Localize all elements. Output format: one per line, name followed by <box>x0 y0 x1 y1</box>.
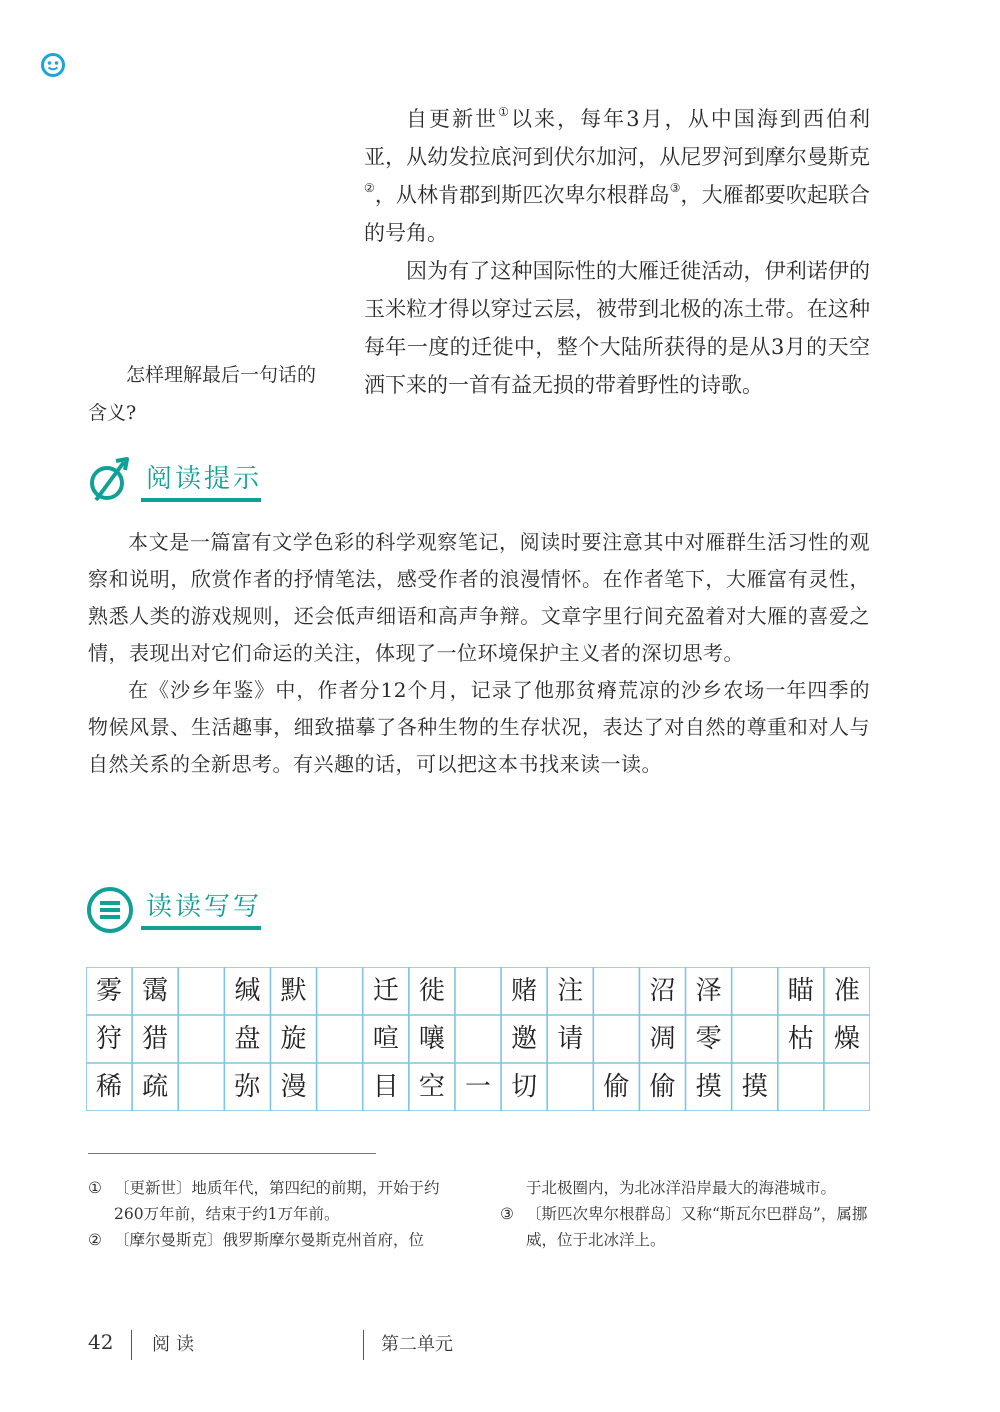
footnote-text: 〔摩尔曼斯克〕俄罗斯摩尔曼斯克州首府，位 <box>114 1231 425 1249</box>
grid-character: 目 <box>372 1072 399 1102</box>
text-run: ，从林肯郡到斯匹次卑尔根群岛 <box>374 183 670 207</box>
grid-character: 弥 <box>234 1072 261 1102</box>
footnote-1 <box>88 1175 462 1227</box>
grid-character: 雾 <box>96 976 123 1006</box>
footnote-divider <box>88 1153 376 1154</box>
text-run: ，大雁都要吹起联合的号角。 <box>364 183 871 245</box>
grid-character: 空 <box>418 1072 445 1102</box>
read-write-title: 读读写写 <box>146 892 263 922</box>
grid-character: 疏 <box>142 1072 169 1102</box>
main-paragraph-1 <box>364 100 870 252</box>
reading-tip-title: 阅读提示 <box>146 464 263 494</box>
grid-character: 摸 <box>695 1072 722 1102</box>
page-number: 42 <box>88 1330 114 1354</box>
grid-character: 准 <box>833 976 860 1006</box>
grid-character: 切 <box>511 1072 538 1102</box>
character-grid <box>86 967 870 1111</box>
side-question-text: 怎样理解最后一句话的含义? <box>88 364 317 424</box>
grid-character: 默 <box>280 976 307 1006</box>
footnote-ref-3[interactable]: ③ <box>669 181 681 195</box>
reading-tip-paragraph-2: 在《沙乡年鉴》中，作者分12个月，记录了他那贫瘠荒凉的沙乡农场一年四季的物候风景、生活趣事，细致描摹了各种生物的生存状况，表达了对自然的尊重和对人与自然关系的全新思考。有兴趣的话，可以把这本书找来读一读。 <box>88 678 870 776</box>
grid-character: 邀 <box>511 1024 538 1054</box>
grid-character: 盘 <box>234 1024 261 1054</box>
smiley-icon <box>40 52 66 78</box>
grid-character: 嚷 <box>418 1024 445 1054</box>
grid-character: 零 <box>695 1024 722 1054</box>
grid-character: 赌 <box>511 976 538 1006</box>
grid-character: 霭 <box>142 976 169 1006</box>
grid-character: 偷 <box>649 1072 676 1102</box>
side-question <box>88 356 320 432</box>
footer-unit: 第二单元 <box>381 1334 453 1355</box>
grid-character: 枯 <box>787 1024 814 1054</box>
grid-character: 徙 <box>418 976 445 1006</box>
read-write-underline <box>141 926 261 930</box>
footnote-ref-2[interactable]: ② <box>364 181 375 195</box>
grid-character: 燥 <box>833 1024 860 1054</box>
footnotes-left <box>88 1175 462 1253</box>
grid-character: 缄 <box>234 976 261 1006</box>
footnote-ref-1[interactable]: ① <box>498 105 511 119</box>
footnote-text: 〔更新世〕地质年代，第四纪的前期，开始于约260万年前，结束于约1万年前。 <box>114 1179 440 1223</box>
reading-tip-paragraph-1: 本文是一篇富有文学色彩的科学观察笔记，阅读时要注意其中对雁群生活习性的观察和说明，欣赏作者的抒情笔法，感受作者的浪漫情怀。在作者笔下，大雁富有灵性，熟悉人类的游戏规则，还会低声细语和高声争辩。文章字里行间充盈着对大雁的喜爱之情，表现出对它们命运的关注，体现了一位环境保护主义者的深切思考。 <box>88 530 870 665</box>
footnote-text: 〔斯匹次卑尔根群岛〕又称“斯瓦尔巴群岛”，属挪威，位于北冰洋上。 <box>526 1205 868 1249</box>
grid-character: 狩 <box>96 1024 123 1054</box>
grid-character: 偷 <box>603 1072 630 1102</box>
grid-character: 瞄 <box>787 976 814 1006</box>
main-paragraph-2: 因为有了这种国际性的大雁迁徙活动，伊利诺伊的玉米粒才得以穿过云层，被带到北极的冻土带。在这种每年一度的迁徙中，整个大陆所获得的是从3月的天空洒下来的一首有益无损的带着野性的诗歌。 <box>364 259 870 397</box>
grid-character: 喧 <box>372 1024 399 1054</box>
reading-tip-underline <box>141 498 261 502</box>
grid-character: 摸 <box>741 1072 768 1102</box>
list-lines-icon <box>86 886 134 934</box>
main-text <box>364 100 870 404</box>
grid-character: 稀 <box>96 1072 123 1102</box>
footnote-2-continued: 于北极圈内，为北冰洋沿岸最大的海港城市。 <box>526 1179 837 1197</box>
footnote-number: ③ <box>500 1205 514 1223</box>
footer-divider <box>363 1330 364 1360</box>
text-run: 以来，每年3月，从中国海到西伯利亚，从幼发拉底河到伏尔加河，从尼罗河到摩尔曼斯克 <box>364 107 870 169</box>
footnote-3 <box>500 1201 872 1253</box>
page-footer <box>0 1324 1000 1364</box>
grid-character: 凋 <box>649 1024 676 1054</box>
footnote-2 <box>88 1227 462 1253</box>
reading-tip-icon <box>86 456 136 506</box>
footnotes-right <box>500 1175 872 1253</box>
footer-divider <box>131 1330 132 1360</box>
footer-part: 阅读 <box>152 1334 200 1355</box>
text-run: 自更新世 <box>406 107 499 131</box>
footnote-number: ② <box>88 1231 102 1249</box>
grid-character: 迁 <box>372 976 399 1006</box>
grid-character: 猎 <box>142 1024 169 1054</box>
footnote-number: ① <box>88 1179 102 1197</box>
grid-character: 一 <box>464 1072 491 1102</box>
grid-character: 泽 <box>695 976 722 1006</box>
reading-tip-text <box>88 524 870 783</box>
grid-character: 漫 <box>280 1072 307 1102</box>
grid-character: 沼 <box>649 976 676 1006</box>
grid-character: 请 <box>557 1024 584 1054</box>
grid-character: 注 <box>557 976 584 1006</box>
grid-character: 旋 <box>280 1024 307 1054</box>
